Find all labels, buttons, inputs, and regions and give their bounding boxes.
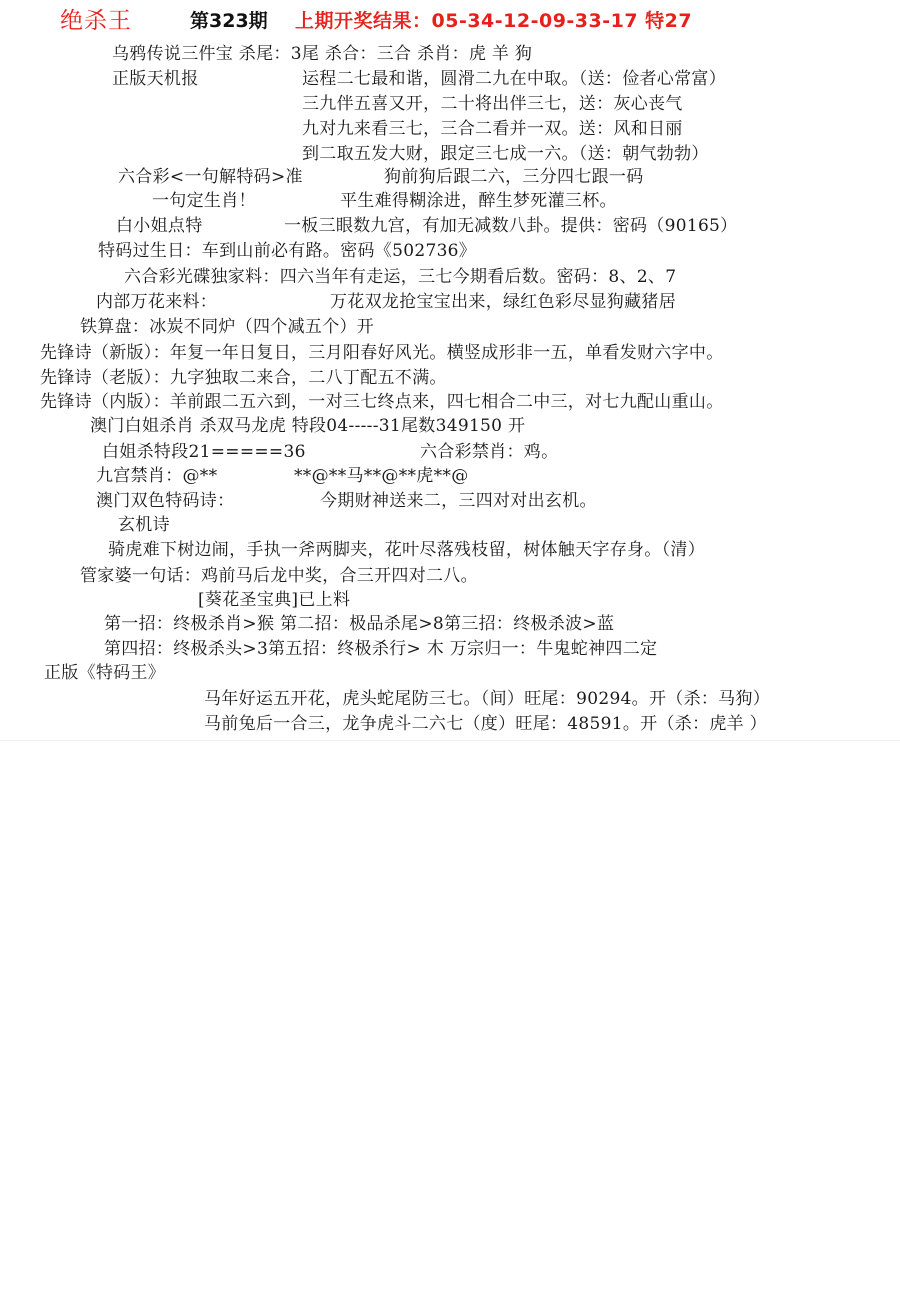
line-xuanji-title: 玄机诗 [118, 515, 170, 535]
line-shuangse-title: 澳门双色特码诗： [96, 491, 235, 511]
line-temawang-1: 马年好运五开花，虎头蛇尾防三七。（间）旺尾：90294。开（杀：马狗） [204, 689, 771, 709]
line-wanhua-text: 万花双龙抢宝宝出来，绿红色彩尽显狗藏猪居 [330, 292, 676, 312]
line-aomen-baijie: 澳门白姐杀肖 杀双马龙虎 特段04-----31尾数349150 开 [90, 416, 526, 436]
last-draw-result: 上期开奖结果：05-34-12-09-33-17 特27 [295, 10, 693, 32]
line-xuanji-text: 骑虎难下树边闹，手执一斧两脚夹，花叶尽落残枝留，树体触天字存身。（清） [108, 540, 705, 560]
line-birthday: 特码过生日：车到山前必有路。密码《502736》 [98, 241, 477, 261]
line-yiju-title: 六合彩<一句解特码>准 [118, 167, 303, 187]
line-shengxiao-text: 平生难得糊涂进，醉生梦死灌三杯。 [340, 191, 617, 211]
line-jiugong-text: **@**马**@**虎**@ [294, 466, 469, 486]
line-guanjiapo: 管家婆一句话：鸡前马后龙中奖，合三开四对二八。 [80, 566, 478, 586]
line-temawang-title: 正版《特码王》 [44, 663, 166, 683]
line-tiesuanpan: 铁算盘：冰炭不同炉（四个减五个）开 [80, 317, 375, 337]
line-tianji-title: 正版天机报 [112, 69, 199, 89]
line-baixiaojie-title: 白小姐点特 [116, 216, 203, 236]
line-tianji-4: 到二取五发大财，跟定三七成一六。（送：朝气勃勃） [302, 144, 709, 164]
line-jinxiao-ji: 六合彩禁肖：鸡。 [420, 442, 559, 462]
issue-number: 第323期 [190, 10, 268, 32]
line-zhao-2: 第四招：终极杀头>3第五招：终极杀行> 木 万宗归一：牛鬼蛇神四二定 [104, 639, 658, 659]
line-tianji-2: 三九伴五喜又开，二十将出伴三七，送：灰心丧气 [302, 94, 683, 114]
brand-title: 绝杀王 [60, 8, 132, 34]
line-tianji-1: 运程二七最和谐，圆滑二九在中取。（送：俭者心常富） [302, 69, 726, 89]
line-yiju-text: 狗前狗后跟二六，三分四七跟一码 [384, 167, 644, 187]
line-baijie-sha: 白姐杀特段21=====36 [102, 442, 306, 462]
line-wanhua-title: 内部万花来料： [96, 292, 218, 312]
line-guangdie: 六合彩光碟独家料：四六当年有走运，三七今期看后数。密码：8、2、7 [124, 267, 677, 287]
line-xianfeng-inner: 先锋诗（内版）：羊前跟二五六到，一对三七终点来，四七相合二中三，对七九配山重山。 [40, 392, 724, 412]
line-baixiaojie-text: 一板三眼数九宫，有加无减数八卦。提供：密码（90165） [284, 216, 738, 236]
line-zhao-1: 第一招：终极杀肖>猴 第二招：极品杀尾>8第三招：终极杀波>蓝 [104, 614, 615, 634]
line-shengxiao-title: 一句定生肖！ [152, 191, 256, 211]
line-xianfeng-old: 先锋诗（老版）：九字独取二来合，二八丁配五不满。 [40, 368, 447, 388]
line-wuya: 乌鸦传说三件宝 杀尾：3尾 杀合：三合 杀肖：虎 羊 狗 [112, 44, 533, 64]
line-jiugong-title: 九宫禁肖：@** [96, 466, 218, 486]
line-xianfeng-new: 先锋诗（新版）：年复一年日复日，三月阳春好风光。横竖成形非一五，单看发财六字中。 [40, 343, 724, 363]
line-temawang-2: 马前兔后一合三，龙争虎斗二六七（度）旺尾：48591。开（杀：虎羊 ） [204, 714, 767, 734]
line-tianji-3: 九对九来看三七，三合二看并一双。送：风和日丽 [302, 119, 683, 139]
line-kuihua-title: [葵花圣宝典]已上料 [198, 590, 351, 610]
line-shuangse-text: 今期财神送来二，三四对对出玄机。 [320, 491, 597, 511]
